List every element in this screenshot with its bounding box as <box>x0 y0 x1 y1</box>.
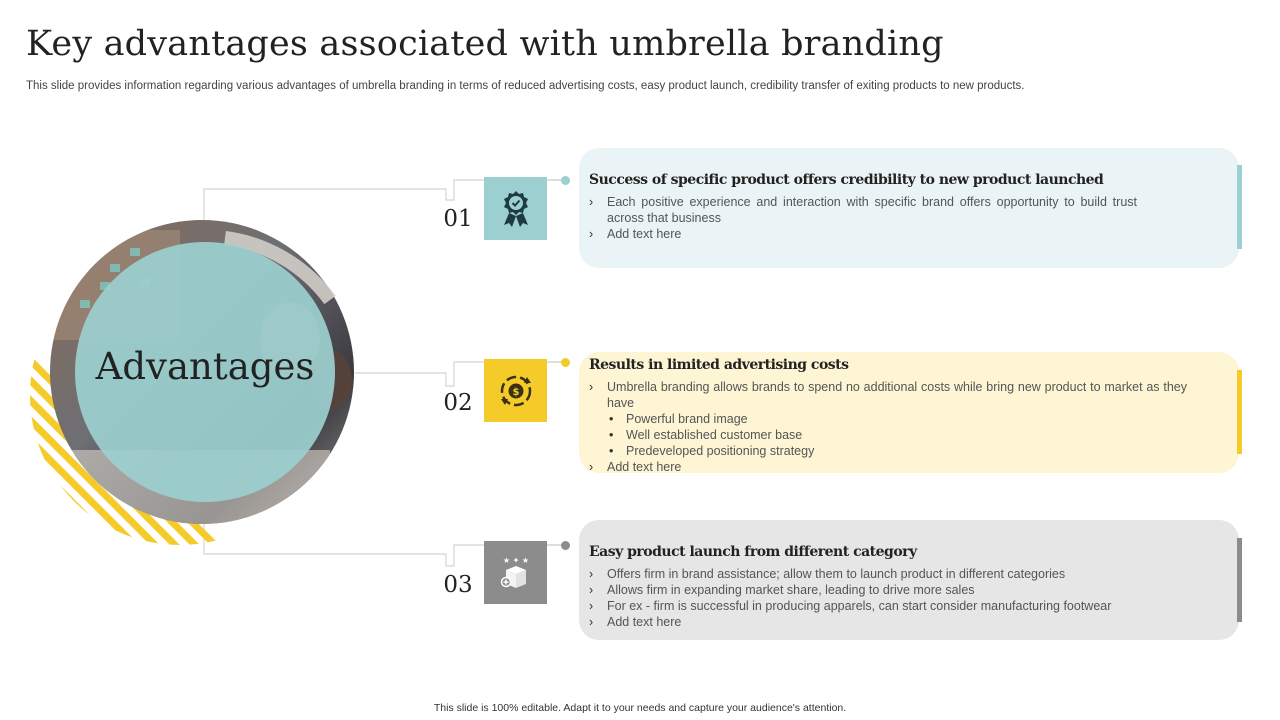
card-heading: Results in limited advertising costs <box>589 357 849 373</box>
card-heading: Success of specific product offers credibility to new product launched <box>589 172 1104 188</box>
list-item: › For ex - firm is successful in producing apparels, can start consider manufacturing footwear <box>589 598 1225 614</box>
list-item: › Each positive experience and interaction with specific brand offers opportunity to build trust across that business <box>589 194 1137 226</box>
dot-03 <box>561 541 570 550</box>
award-ribbon-icon <box>496 189 536 229</box>
svg-text:★ ✦ ★: ★ ✦ ★ <box>502 555 529 565</box>
dot-01 <box>561 176 570 185</box>
card-accent-bar-02 <box>1237 370 1242 454</box>
number-02: 02 <box>443 390 473 416</box>
card-accent-bar-03 <box>1237 538 1242 622</box>
advantages-label: Advantages <box>95 345 315 388</box>
svg-text:$: $ <box>512 386 519 398</box>
card-points <box>589 566 1225 630</box>
list-item: › Umbrella branding allows brands to spend no additional costs while bring new product to market as they have <box>589 379 1187 411</box>
icon-box-02 <box>484 359 547 422</box>
list-item: › Add text here <box>589 614 1225 630</box>
dot-02 <box>561 358 570 367</box>
icon-box-03 <box>484 541 547 604</box>
card-accent-bar-01 <box>1237 165 1242 249</box>
advantage-card-02 <box>579 352 1239 473</box>
slide-footer: This slide is 100% editable. Adapt it to your needs and capture your audience's attention. <box>433 702 847 714</box>
list-item: • Powerful brand image <box>589 411 1225 427</box>
advantages-photo-circle <box>30 220 370 560</box>
card-points <box>589 194 1225 242</box>
number-03: 03 <box>443 572 473 598</box>
product-box-icon <box>496 553 536 593</box>
icon-box-01 <box>484 177 547 240</box>
list-item: › Offers firm in brand assistance; allow them to launch product in different categories <box>589 566 1225 582</box>
advantage-card-01 <box>579 148 1239 268</box>
money-cycle-icon <box>496 371 536 411</box>
slide-subtitle: This slide provides information regarding various advantages of umbrella branding in terms of reduced advertising costs, easy product launch, credibility transfer of exiting products to new products. <box>26 80 1025 92</box>
advantage-card-03 <box>579 520 1239 640</box>
list-item: › Add text here <box>589 459 1225 475</box>
list-item: › Add text here <box>589 226 1225 242</box>
list-item: › Allows firm in expanding market share, leading to drive more sales <box>589 582 1225 598</box>
list-item: • Predeveloped positioning strategy <box>589 443 1225 459</box>
card-heading: Easy product launch from different category <box>589 544 917 560</box>
list-item: • Well established customer base <box>589 427 1225 443</box>
card-points <box>589 379 1225 475</box>
number-01: 01 <box>443 206 473 232</box>
slide-title: Key advantages associated with umbrella branding <box>26 24 944 64</box>
